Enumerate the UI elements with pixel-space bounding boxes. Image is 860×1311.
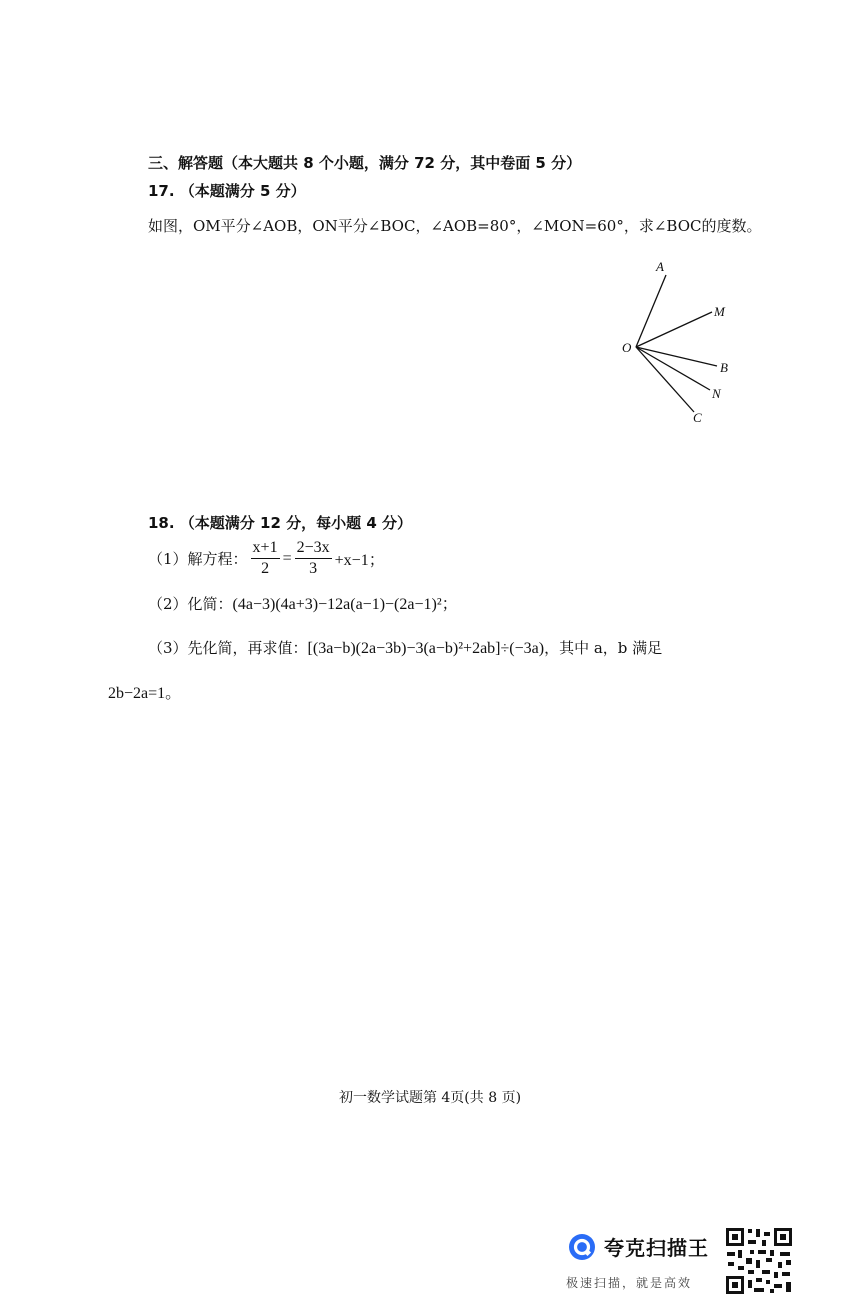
label-o: O xyxy=(622,340,632,355)
part3-condition: 2b−2a=1。 xyxy=(108,685,182,702)
brand-name: 夸克扫描王 xyxy=(604,1236,709,1260)
label-c: C xyxy=(693,410,702,425)
fraction-rhs xyxy=(295,538,332,579)
fraction-rhs-numerator: 2−3x xyxy=(295,538,332,559)
q18-part1 xyxy=(148,538,385,579)
part3-expression: [(3a−b)(2a−3b)−3(a−b)²+2ab]÷(−3a) xyxy=(307,640,545,657)
q18-header: 18. （本题满分 12 分，每小题 4 分） xyxy=(148,514,412,532)
part1-tail: +x−1； xyxy=(334,552,385,569)
q18-part3 xyxy=(148,637,662,658)
label-m: M xyxy=(714,304,725,319)
part3-label: （3）先化简，再求值： xyxy=(148,639,308,657)
part2-expression: (4a−3)(4a+3)−12a(a−1)−(2a−1)²； xyxy=(232,596,458,613)
part1-label: （1）解方程： xyxy=(148,550,248,568)
label-b: B xyxy=(720,360,728,375)
part3-tail: ，其中 a，b 满足 xyxy=(544,639,663,657)
angle-figure xyxy=(600,255,740,434)
fraction-rhs-denominator: 3 xyxy=(309,560,318,577)
ray-om xyxy=(636,312,712,347)
page-footer: 初一数学试题第 4页(共 8 页) xyxy=(338,1090,522,1106)
ray-on xyxy=(636,347,710,390)
equals-sign: = xyxy=(282,549,292,567)
brand-tagline: 极速扫描，就是高效 xyxy=(566,1276,693,1290)
section-header: 三、解答题（本大题共 8 个小题，满分 72 分，其中卷面 5 分） xyxy=(148,154,582,172)
ray-ob xyxy=(636,347,717,366)
brand-logo-icon xyxy=(568,1233,596,1261)
q17-text: 如图，OM平分∠AOB，ON平分∠BOC，∠AOB=80°，∠MON=60°，求∠BOC的度数。 xyxy=(148,217,762,235)
ray-oc xyxy=(636,347,694,412)
qr-code-icon xyxy=(724,1226,794,1300)
label-a: A xyxy=(656,259,664,274)
scanner-watermark xyxy=(568,1232,709,1261)
label-n: N xyxy=(712,386,721,401)
part2-label: （2）化简： xyxy=(148,595,233,613)
q17-header: 17. （本题满分 5 分） xyxy=(148,182,306,200)
fraction-lhs-numerator: x+1 xyxy=(251,538,280,559)
q18-part2 xyxy=(148,591,458,614)
fraction-lhs-denominator: 2 xyxy=(261,560,270,577)
fraction-lhs xyxy=(251,538,280,579)
ray-oa xyxy=(636,275,666,347)
